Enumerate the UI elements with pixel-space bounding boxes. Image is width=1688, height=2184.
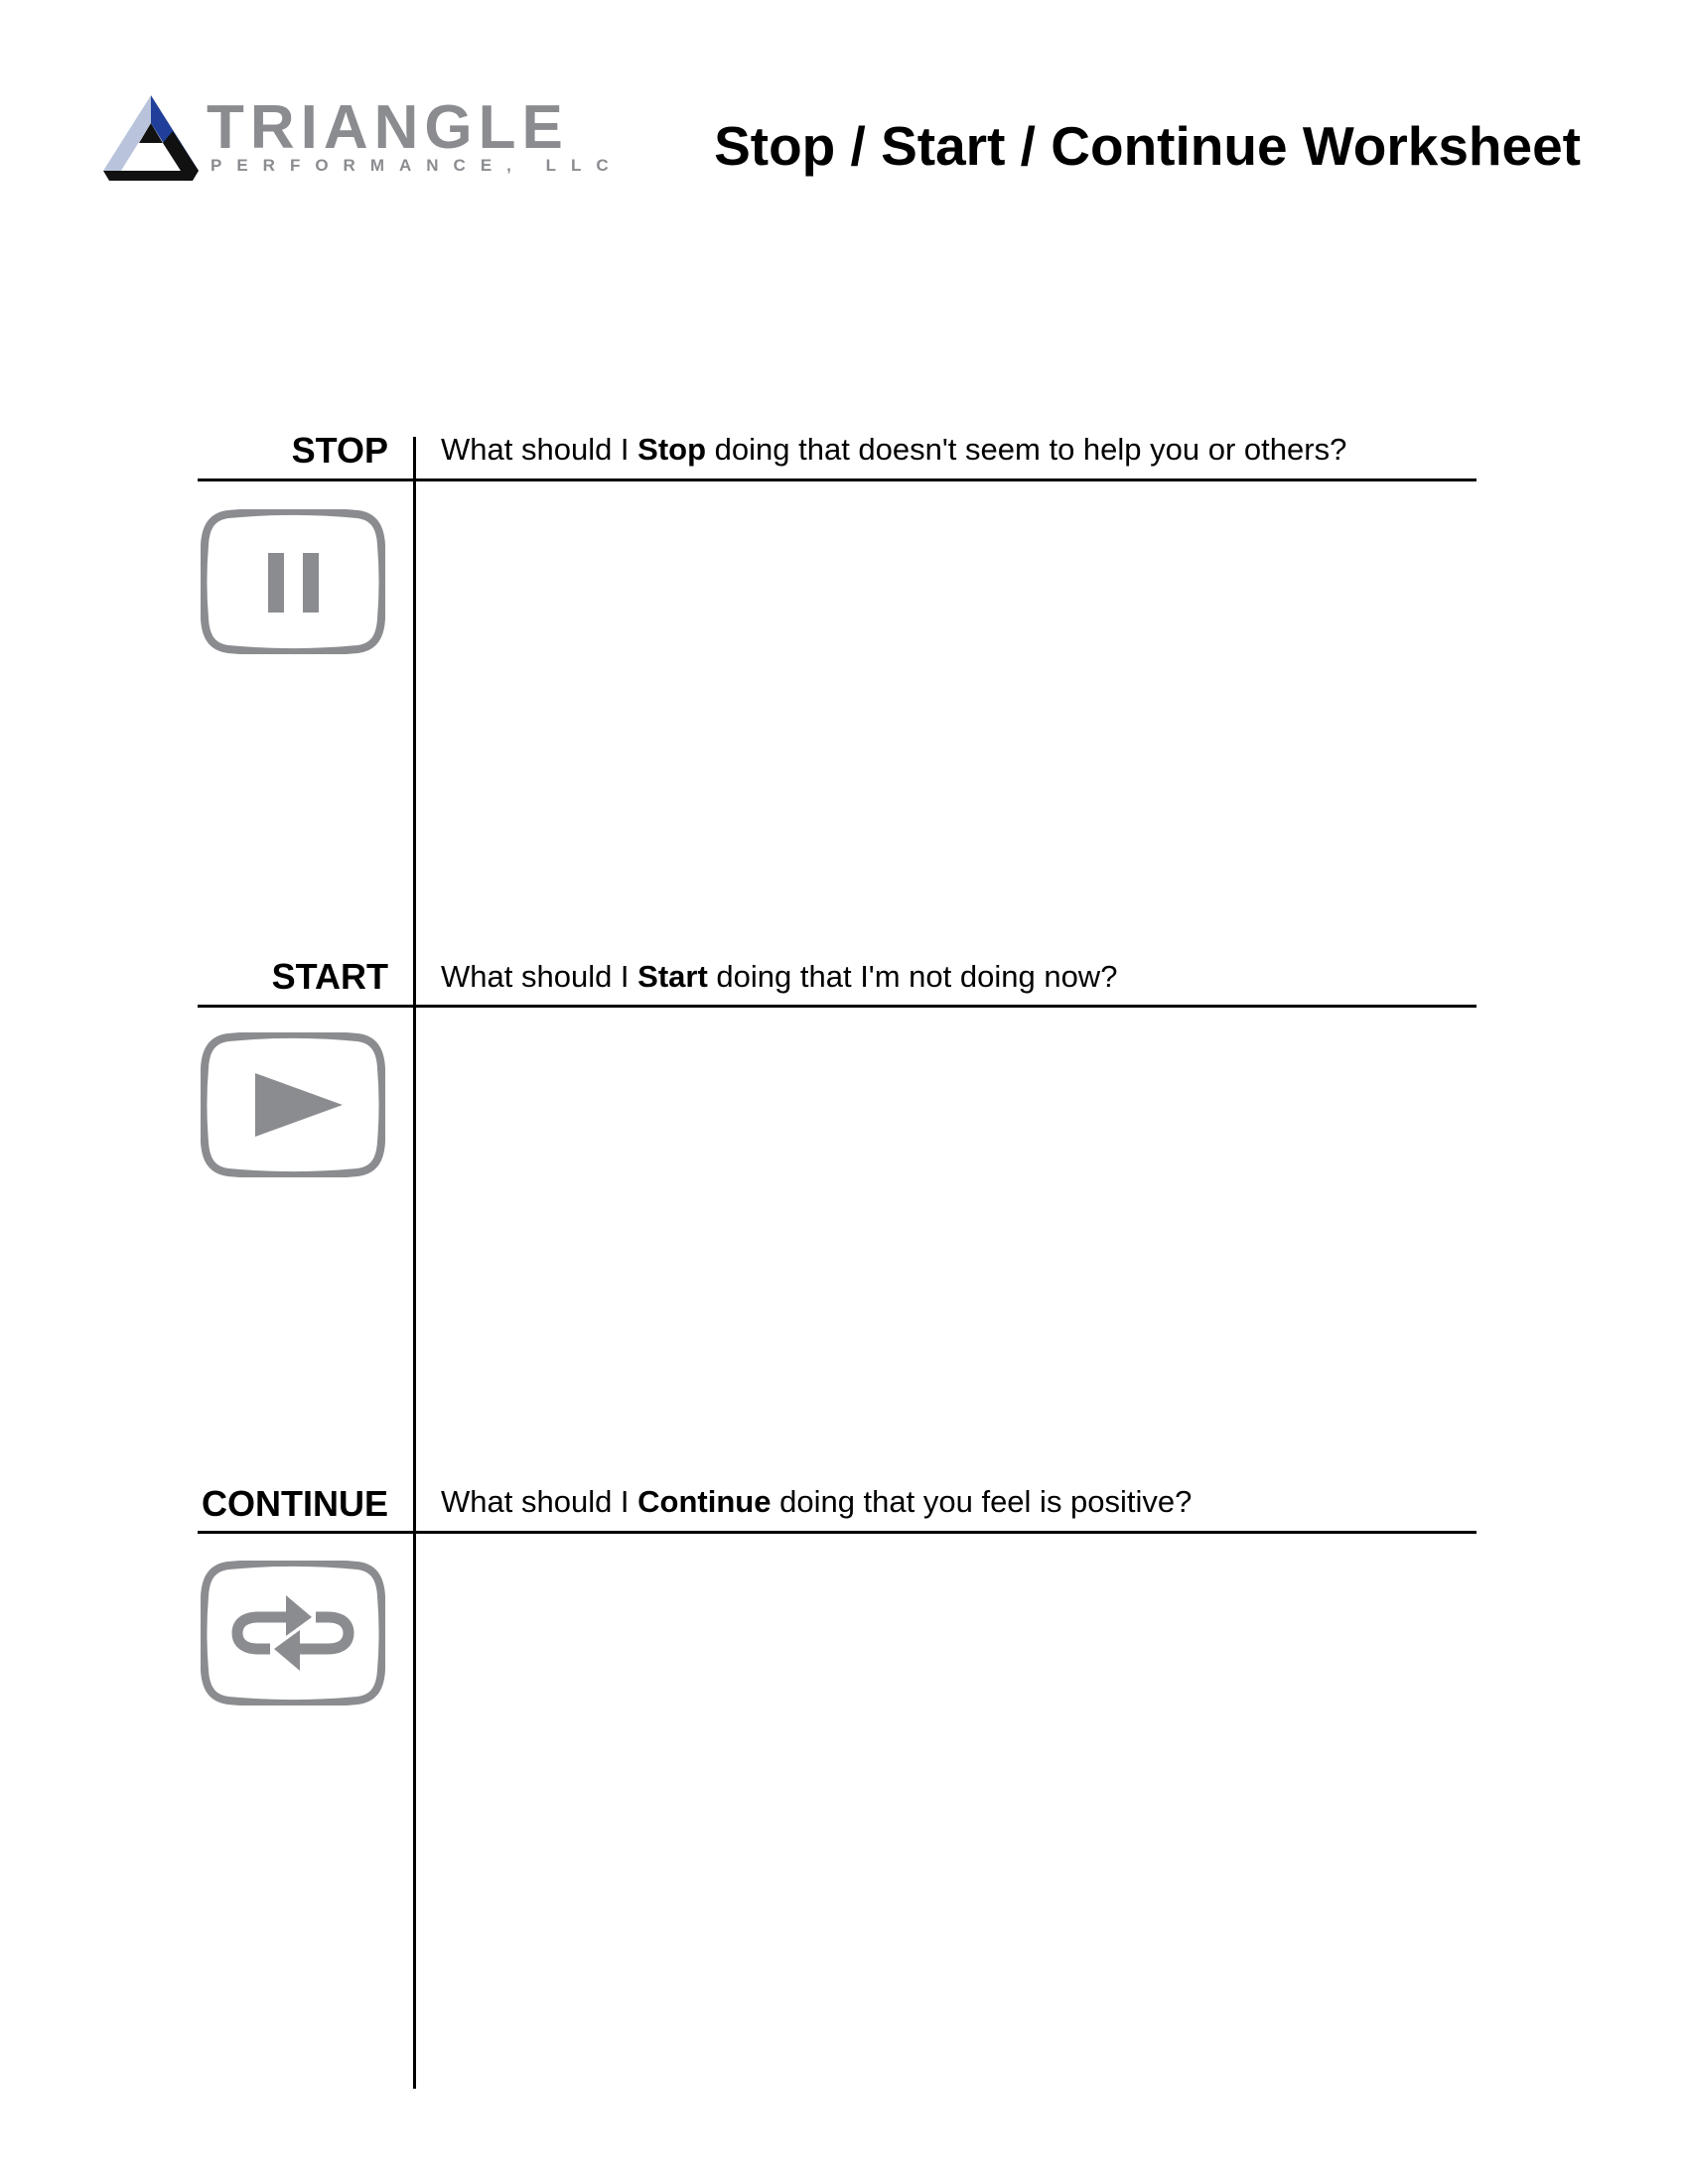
play-icon [201, 1032, 385, 1177]
pause-icon [201, 509, 385, 654]
section-label-stop: STOP [291, 430, 388, 471]
section-label-start: START [271, 956, 388, 997]
logo-subtitle: PERFORMANCE, LLC [211, 156, 624, 175]
page-title: Stop / Start / Continue Worksheet [714, 115, 1581, 177]
column-divider [413, 437, 416, 2089]
triangle-logo-icon [101, 93, 201, 181]
start-answer-area[interactable] [417, 1008, 1477, 1484]
logo-wordmark: TRIANGLE [207, 93, 569, 162]
section-prompt-continue: What should I Continue doing that you feel is positive? [441, 1484, 1193, 1519]
continue-answer-area[interactable] [417, 1534, 1477, 2085]
section-prompt-stop: What should I Stop doing that doesn't seem to help you or others? [441, 432, 1347, 467]
company-logo [101, 93, 624, 183]
repeat-icon [201, 1561, 385, 1706]
section-prompt-start: What should I Start doing that I'm not doing now? [441, 959, 1118, 994]
stop-answer-area[interactable] [417, 481, 1477, 958]
section-label-continue: CONTINUE [202, 1483, 388, 1524]
